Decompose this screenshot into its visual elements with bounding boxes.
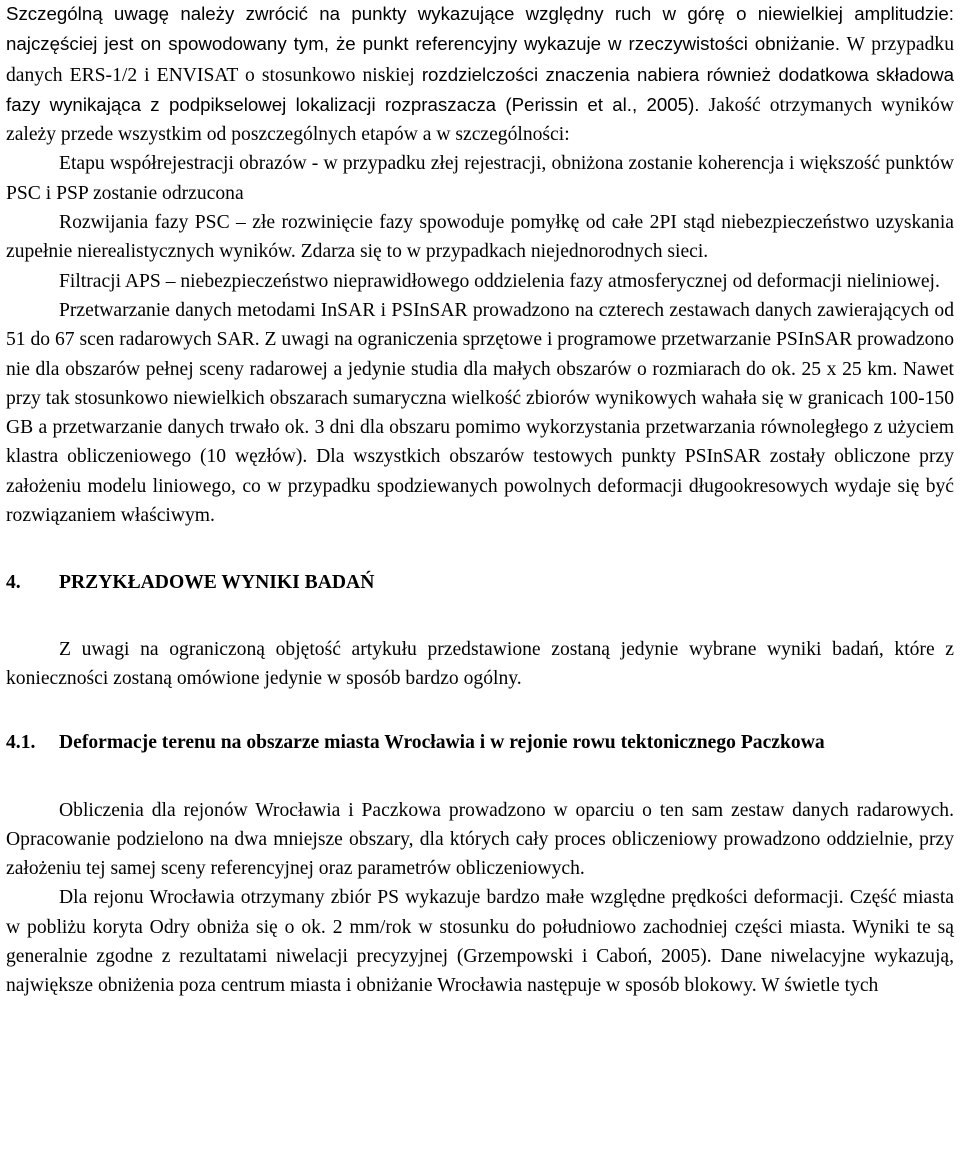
paragraph-rejon-wroclawia: Dla rejonu Wrocławia otrzymany zbiór PS wykazuje bardzo małe względne prędkości deformacji. Część miasta w pobliżu koryta Odry obniża się o ok. 2 mm/rok w stosunku do południowo zachodniej części miasta. Wyniki te są generalnie zgodne z rezultatami niwelacji precyzyjnej (Grzempowski i Caboń, 2005). Dane niwelacyjne wykazują, największe obniżenia poza centrum miasta i obniżanie Wrocławia następuje w sposób blokowy. W świetle tych	[6, 887, 954, 997]
paragraph-przetwarzanie: Przetwarzanie danych metodami InSAR i PSInSAR prowadzono na czterech zestawach danych zawierających od 51 do 67 scen radarowych SAR. Z uwagi na ograniczenia sprzętowe i programowe przetwarzanie PSInSAR prowadzono nie dla obszarów pełnej sceny radarowej a jedynie studia dla małych obszarów o rozmiarach do ok. 25 x 25 km. Nawet przy tak stosunkowo niewielkich obszarach sumaryczna wielkość zbiorów wynikowych wahała się w granicach 100-150 GB a przetwarzanie danych trwało ok. 3 dni dla obszaru pomimo wykorzystania przetwarzania równoległego z użyciem klastra obliczeniowego (10 węzłów). Dla wszystkich obszarów testowych punkty PSInSAR zostały obliczone przy założeniu modelu liniowego, co w przypadku spodziewanych powolnych deformacji długookresowych wydaje się być rozwiązaniem właściwym.	[6, 299, 954, 527]
paragraph-wspolrejestracja: Etapu współrejestracji obrazów - w przypadku złej rejestracji, obniżona zostanie koherencja i większość punktów PSC i PSP zostanie odrzucona	[6, 153, 954, 204]
paragraph-filtracja-aps: Filtracji APS – niebezpieczeństwo nieprawidłowego oddzielenia fazy atmosferycznej od deformacji nieliniowej.	[59, 270, 940, 292]
section-title: PRZYKŁADOWE WYNIKI BADAŃ	[59, 572, 375, 594]
paragraph-text-serif: W przypadku danych ERS-1/2 i ENVISAT o stosunkowo niskiej	[6, 34, 954, 86]
section-heading-4	[6, 568, 954, 597]
subsection-title: Deformacje terenu na obszarze miasta Wrocławia i w rejonie rowu tektonicznego Paczkowa	[59, 732, 825, 754]
paragraph-text-sans-2: rozdzielczości znaczenia nabiera również dodatkowa składowa fazy wynikająca z podpikselowej lokalizacji rozpraszacza (Perissin et al., 2005).	[6, 63, 955, 115]
paragraph-text-sans: Szczególną uwagę należy zwrócić na punkty wykazujące względny ruch w górę o niewielkiej amplitudzie: najczęściej jest on spowodowany tym, że punkt referencyjny wykazuje w rzeczywistości obniżanie.	[6, 3, 954, 55]
paragraph-text-serif-2: Jakość otrzymanych wyników zależy przede wszystkim od poszczególnych etapów a w szczególności:	[6, 94, 954, 146]
paragraph-section-4: Z uwagi na ograniczoną objętość artykułu przedstawione zostaną jedynie wybrane wyniki badań, które z konieczności zostaną omówione jedynie w sposób bardzo ogólny.	[6, 638, 954, 689]
section-number: 4.	[6, 572, 21, 594]
subsection-number: 4.1.	[6, 732, 36, 754]
paragraph-rozwijanie-fazy: Rozwijania fazy PSC – złe rozwinięcie fazy spowoduje pomyłkę od całe 2PI stąd niebezpieczeństwo uzyskania zupełnie nierealistycznych wyników. Zdarza się to w przypadkach niejednorodnych sieci.	[6, 212, 954, 263]
paragraph-obliczenia: Obliczenia dla rejonów Wrocławia i Paczkowa prowadzono w oparciu o ten sam zestaw danych radarowych. Opracowanie podzielono na dwa mniejsze obszary, dla których cały proces obliczeniowy prowadzono oddzielnie, przy założeniu tej samej sceny referencyjnej oraz parametrów obliczeniowych.	[6, 799, 954, 880]
paragraph-point-uwaga	[6, 0, 954, 149]
section-heading-4-1	[6, 728, 954, 757]
document-page	[6, 0, 954, 1001]
